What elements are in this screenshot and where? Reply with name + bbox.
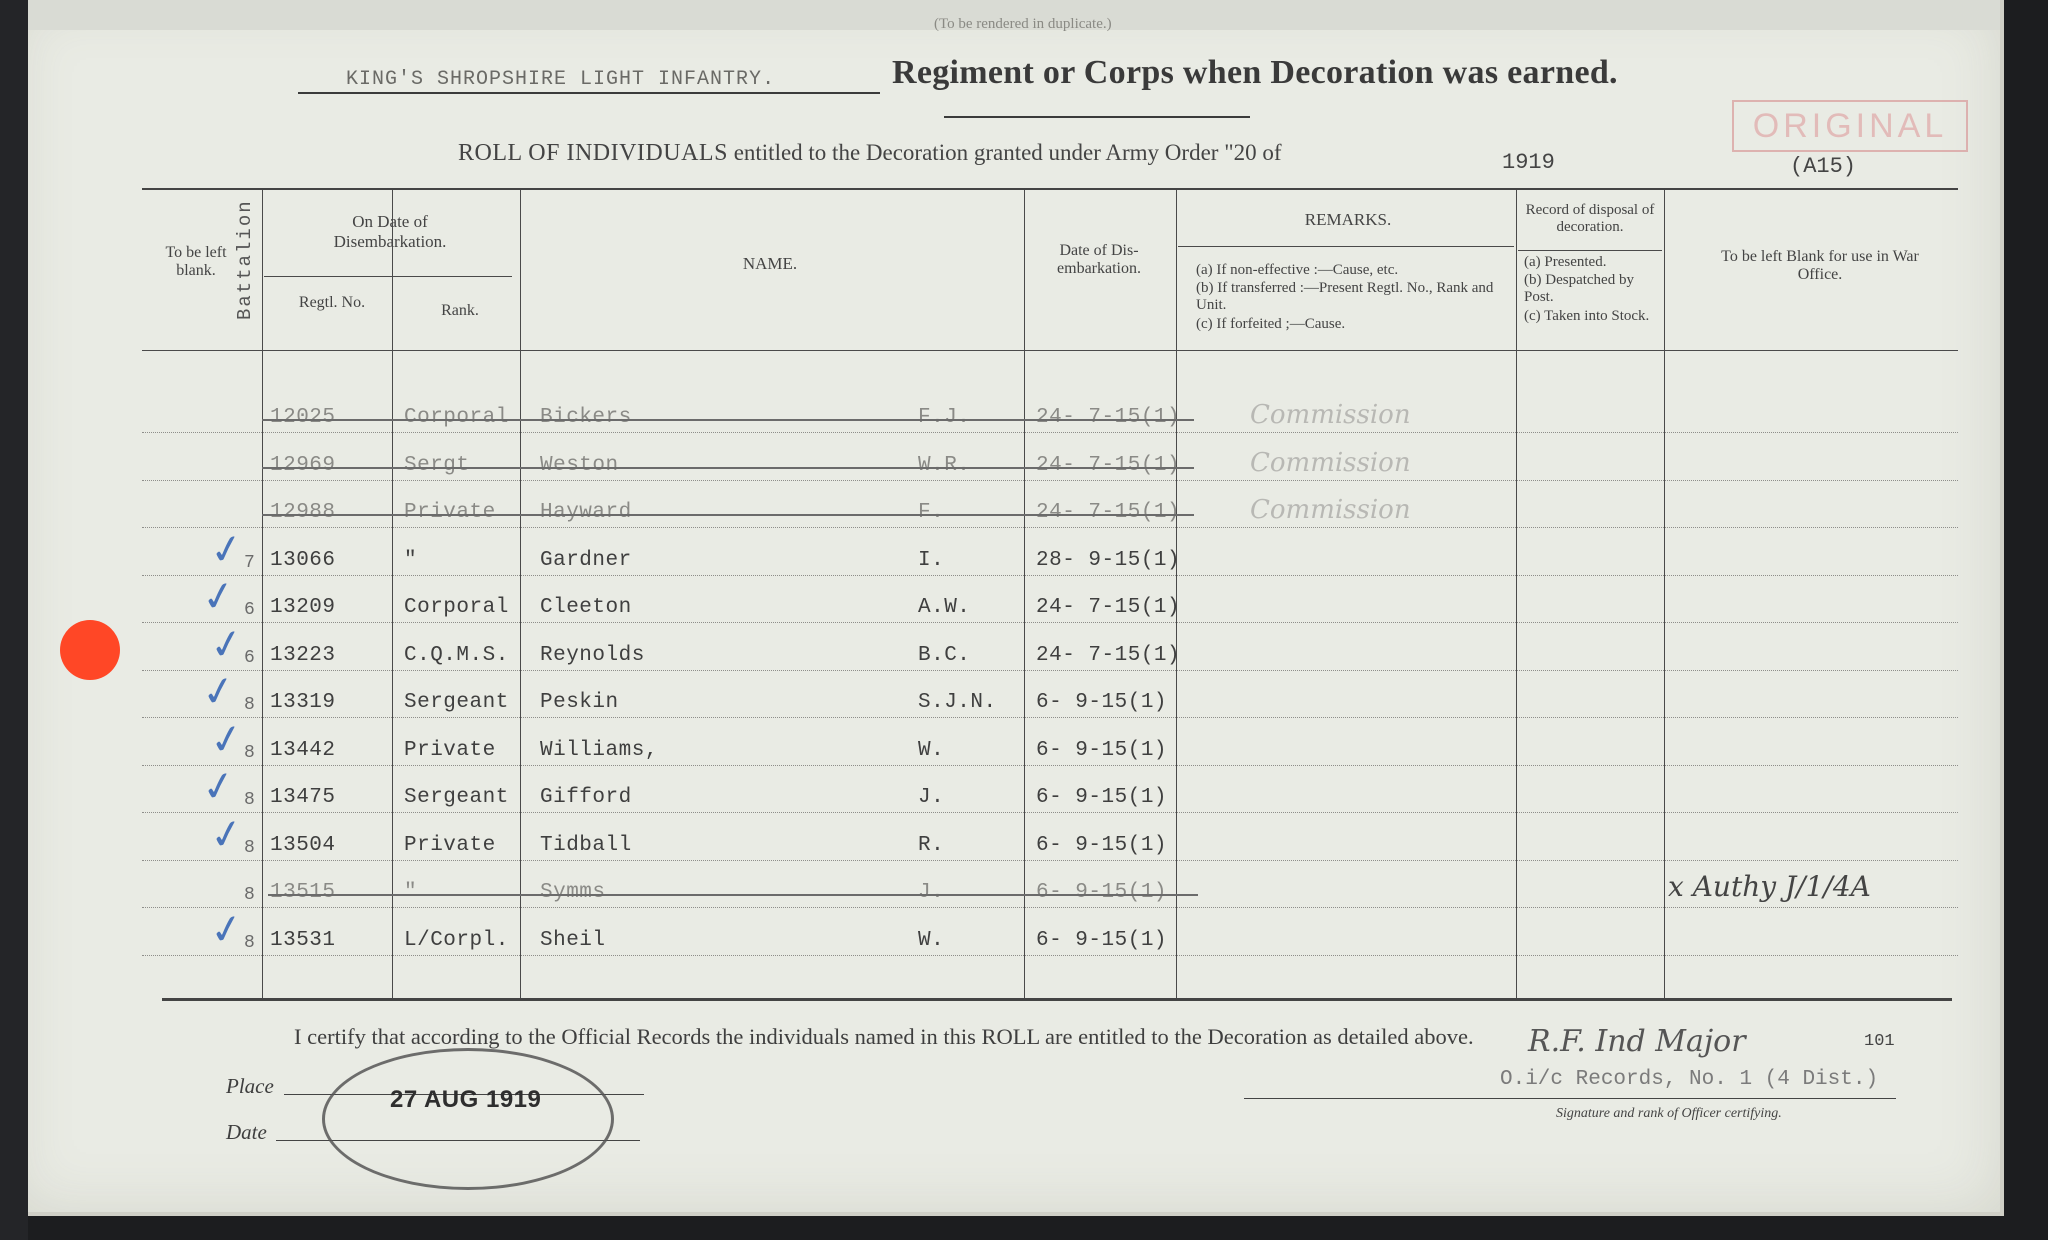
cell-initials: F.J. bbox=[918, 406, 971, 429]
cell-date: 6- 9-15(1) bbox=[1036, 786, 1168, 809]
table-bottom-rule bbox=[162, 998, 1952, 1001]
col-rank: Rank. bbox=[441, 302, 479, 319]
title-rule bbox=[944, 116, 1250, 118]
remark-pencil: Commission bbox=[1250, 495, 1411, 525]
records-stamp: O.i/c Records, No. 1 (4 Dist.) bbox=[1500, 1068, 1879, 1091]
row-rule bbox=[142, 955, 1958, 956]
col-date-disembark: Date of Dis- embarkation. bbox=[1057, 242, 1141, 278]
col-remarks: REMARKS. bbox=[1304, 210, 1392, 229]
cell-no: 13531 bbox=[270, 929, 336, 952]
cell-rank: Private bbox=[404, 834, 496, 857]
officer-signature: R.F. Ind Major bbox=[1528, 1024, 1746, 1059]
blue-check-icon: ✓ bbox=[198, 571, 240, 623]
cell-surname: Cleeton bbox=[540, 596, 632, 619]
remark-pencil: Commission bbox=[1250, 448, 1411, 478]
place-label: Place bbox=[226, 1074, 274, 1098]
col-divider bbox=[1664, 190, 1665, 998]
cell-surname: Gardner bbox=[540, 549, 632, 572]
row-rule bbox=[142, 527, 1958, 528]
remarks-note-a: (a) If non-effective :—Cause, etc. bbox=[1196, 262, 1399, 278]
disposal-note-a: (a) Presented. bbox=[1524, 254, 1607, 270]
cell-no: 13442 bbox=[270, 739, 336, 762]
cell-initials: B.C. bbox=[918, 644, 971, 667]
cell-bn: 8 bbox=[244, 933, 256, 953]
row-rule bbox=[142, 765, 1958, 766]
cell-date: 24- 7-15(1) bbox=[1036, 454, 1181, 477]
cell-bn: 8 bbox=[244, 790, 256, 810]
cell-initials: J. bbox=[918, 881, 945, 904]
cell-initials: F. bbox=[918, 501, 945, 524]
col-name: NAME. bbox=[742, 254, 798, 273]
row-rule bbox=[142, 622, 1958, 623]
binding-edge bbox=[0, 0, 28, 1240]
col-disposal: Record of disposal of decoration. bbox=[1525, 202, 1655, 236]
cell-initials: J. bbox=[918, 786, 945, 809]
date-stamp-oval bbox=[322, 1048, 614, 1190]
row-rule bbox=[142, 812, 1958, 813]
cell-rank: L/Corpl. bbox=[404, 929, 509, 952]
cell-bn: 6 bbox=[244, 648, 256, 668]
row-rule bbox=[142, 480, 1958, 481]
roll-prefix: ROLL OF INDIVIDUALS bbox=[458, 140, 728, 166]
form-number: (A15) bbox=[1790, 154, 1857, 179]
col-war-office: To be left Blank for use in War Office. bbox=[1721, 248, 1919, 284]
cell-rank: " bbox=[404, 549, 418, 572]
roll-year: 1919 bbox=[1502, 150, 1555, 175]
col-divider bbox=[1176, 190, 1177, 998]
blue-check-icon: ✓ bbox=[206, 809, 248, 861]
cell-date: 6- 9-15(1) bbox=[1036, 691, 1168, 714]
red-marker-dot bbox=[60, 620, 120, 680]
cell-rank: Corporal bbox=[404, 596, 509, 619]
blue-check-icon: ✓ bbox=[206, 619, 248, 671]
cell-rank: Private bbox=[404, 739, 496, 762]
date-stamp-text: 27 AUG 1919 bbox=[390, 1086, 542, 1113]
disposal-note-b: (b) Despatched by Post. bbox=[1524, 272, 1634, 306]
cell-initials: R. bbox=[918, 834, 945, 857]
blue-check-icon: ✓ bbox=[198, 761, 240, 813]
cell-surname: Peskin bbox=[540, 691, 619, 714]
col-left-blank: To be left blank. bbox=[165, 244, 227, 280]
strike-through bbox=[262, 514, 1194, 516]
cell-date: 6- 9-15(1) bbox=[1036, 929, 1168, 952]
blue-check-icon: ✓ bbox=[206, 904, 248, 956]
cell-surname: Williams, bbox=[540, 739, 658, 762]
cell-bn: 6 bbox=[244, 600, 256, 620]
cell-date: 24- 7-15(1) bbox=[1036, 596, 1181, 619]
col-on-date: On Date of Disembarkation. bbox=[333, 212, 447, 251]
cell-date: 28- 9-15(1) bbox=[1036, 549, 1181, 572]
cell-surname: Weston bbox=[540, 454, 619, 477]
strike-through bbox=[262, 419, 1194, 421]
cell-rank: Corporal bbox=[404, 406, 509, 429]
duplicate-note: (To be rendered in duplicate.) bbox=[934, 16, 1112, 32]
cell-initials: W. bbox=[918, 929, 945, 952]
cell-no: 13515 bbox=[270, 881, 336, 904]
cell-date: 24- 7-15(1) bbox=[1036, 406, 1181, 429]
col-divider bbox=[520, 190, 521, 998]
header-rule bbox=[264, 276, 512, 277]
cell-no: 13209 bbox=[270, 596, 336, 619]
col-divider bbox=[1024, 190, 1025, 998]
cell-initials: S.J.N. bbox=[918, 691, 997, 714]
cell-bn: 7 bbox=[244, 553, 256, 573]
row-rule bbox=[142, 717, 1958, 718]
row-rule bbox=[142, 432, 1958, 433]
regiment-rule bbox=[298, 92, 880, 94]
war-office-authority-note: x Authy J/1/4A bbox=[1668, 870, 1871, 903]
cell-no: 13319 bbox=[270, 691, 336, 714]
cell-initials: W.R. bbox=[918, 454, 971, 477]
cell-no: 13066 bbox=[270, 549, 336, 572]
certification-text: I certify that according to the Official Records the individuals named in this ROLL are entitled to the Decoration as detailed above. bbox=[294, 1024, 1474, 1049]
roll-heading bbox=[458, 140, 1282, 167]
original-stamp: ORIGINAL bbox=[1732, 100, 1968, 152]
cell-surname: Reynolds bbox=[540, 644, 645, 667]
remarks-note-b: (b) If transferred :—Present Regtl. No., Rank and Unit. bbox=[1196, 280, 1494, 314]
cell-rank: Private bbox=[404, 501, 496, 524]
page-number: 101 bbox=[1864, 1032, 1895, 1051]
row-rule bbox=[142, 860, 1958, 861]
blue-check-icon: ✓ bbox=[198, 666, 240, 718]
cell-surname: Gifford bbox=[540, 786, 632, 809]
col-battalion: Battalion bbox=[234, 199, 256, 320]
cell-no: 13504 bbox=[270, 834, 336, 857]
cell-no: 13223 bbox=[270, 644, 336, 667]
signature-caption: Signature and rank of Officer certifying. bbox=[1556, 1106, 1782, 1121]
cell-bn: 8 bbox=[244, 743, 256, 763]
remarks-note-c: (c) If forfeited ;—Cause. bbox=[1196, 316, 1346, 332]
cell-date: 24- 7-15(1) bbox=[1036, 501, 1181, 524]
signature-rule bbox=[1244, 1098, 1896, 1099]
cell-rank: Sergeant bbox=[404, 691, 509, 714]
cell-bn: 8 bbox=[244, 695, 256, 715]
cell-surname: Hayward bbox=[540, 501, 632, 524]
cell-surname: Tidball bbox=[540, 834, 632, 857]
cell-initials: I. bbox=[918, 549, 945, 572]
cell-surname: Sheil bbox=[540, 929, 606, 952]
row-rule bbox=[142, 670, 1958, 671]
cell-rank: Sergt bbox=[404, 454, 470, 477]
blue-check-icon: ✓ bbox=[206, 524, 248, 576]
col-regtl-no: Regtl. No. bbox=[298, 294, 366, 311]
remark-pencil: Commission bbox=[1250, 400, 1411, 430]
cell-rank: Sergeant bbox=[404, 786, 509, 809]
cell-bn: 8 bbox=[244, 885, 256, 905]
disposal-note-c: (c) Taken into Stock. bbox=[1524, 308, 1650, 324]
col-divider bbox=[1516, 190, 1517, 998]
strike-through bbox=[262, 467, 1194, 469]
cell-rank: C.Q.M.S. bbox=[404, 644, 509, 667]
col-divider bbox=[392, 190, 393, 998]
cell-date: 6- 9-15(1) bbox=[1036, 834, 1168, 857]
row-rule bbox=[142, 907, 1958, 908]
cell-date: 6- 9-15(1) bbox=[1036, 881, 1168, 904]
cell-initials: W. bbox=[918, 739, 945, 762]
cell-bn: 8 bbox=[244, 838, 256, 858]
cell-date: 24- 7-15(1) bbox=[1036, 644, 1181, 667]
table-top-rule bbox=[142, 188, 1958, 190]
regiment-typed: KING'S SHROPSHIRE LIGHT INFANTRY. bbox=[346, 68, 776, 91]
header-bottom-rule bbox=[142, 350, 1958, 351]
cell-no: 13475 bbox=[270, 786, 336, 809]
blue-check-icon: ✓ bbox=[206, 714, 248, 766]
cell-no: 12988 bbox=[270, 501, 336, 524]
header-rule bbox=[1518, 250, 1662, 251]
col-divider bbox=[262, 190, 263, 998]
regiment-label: Regiment or Corps when Decoration was earned. bbox=[892, 54, 1618, 91]
cell-surname: Symms bbox=[540, 881, 606, 904]
date-label: Date bbox=[226, 1120, 267, 1144]
army-order: "20 of bbox=[1224, 140, 1282, 165]
cell-date: 6- 9-15(1) bbox=[1036, 739, 1168, 762]
cell-surname: Bickers bbox=[540, 406, 632, 429]
roll-text: entitled to the Decoration granted under Army Order bbox=[733, 140, 1219, 165]
cell-no: 12025 bbox=[270, 406, 336, 429]
strike-through bbox=[268, 894, 1198, 896]
row-rule bbox=[142, 575, 1958, 576]
cell-no: 12969 bbox=[270, 454, 336, 477]
cell-initials: A.W. bbox=[918, 596, 971, 619]
header-rule bbox=[1178, 246, 1514, 247]
cell-rank: " bbox=[404, 881, 418, 904]
